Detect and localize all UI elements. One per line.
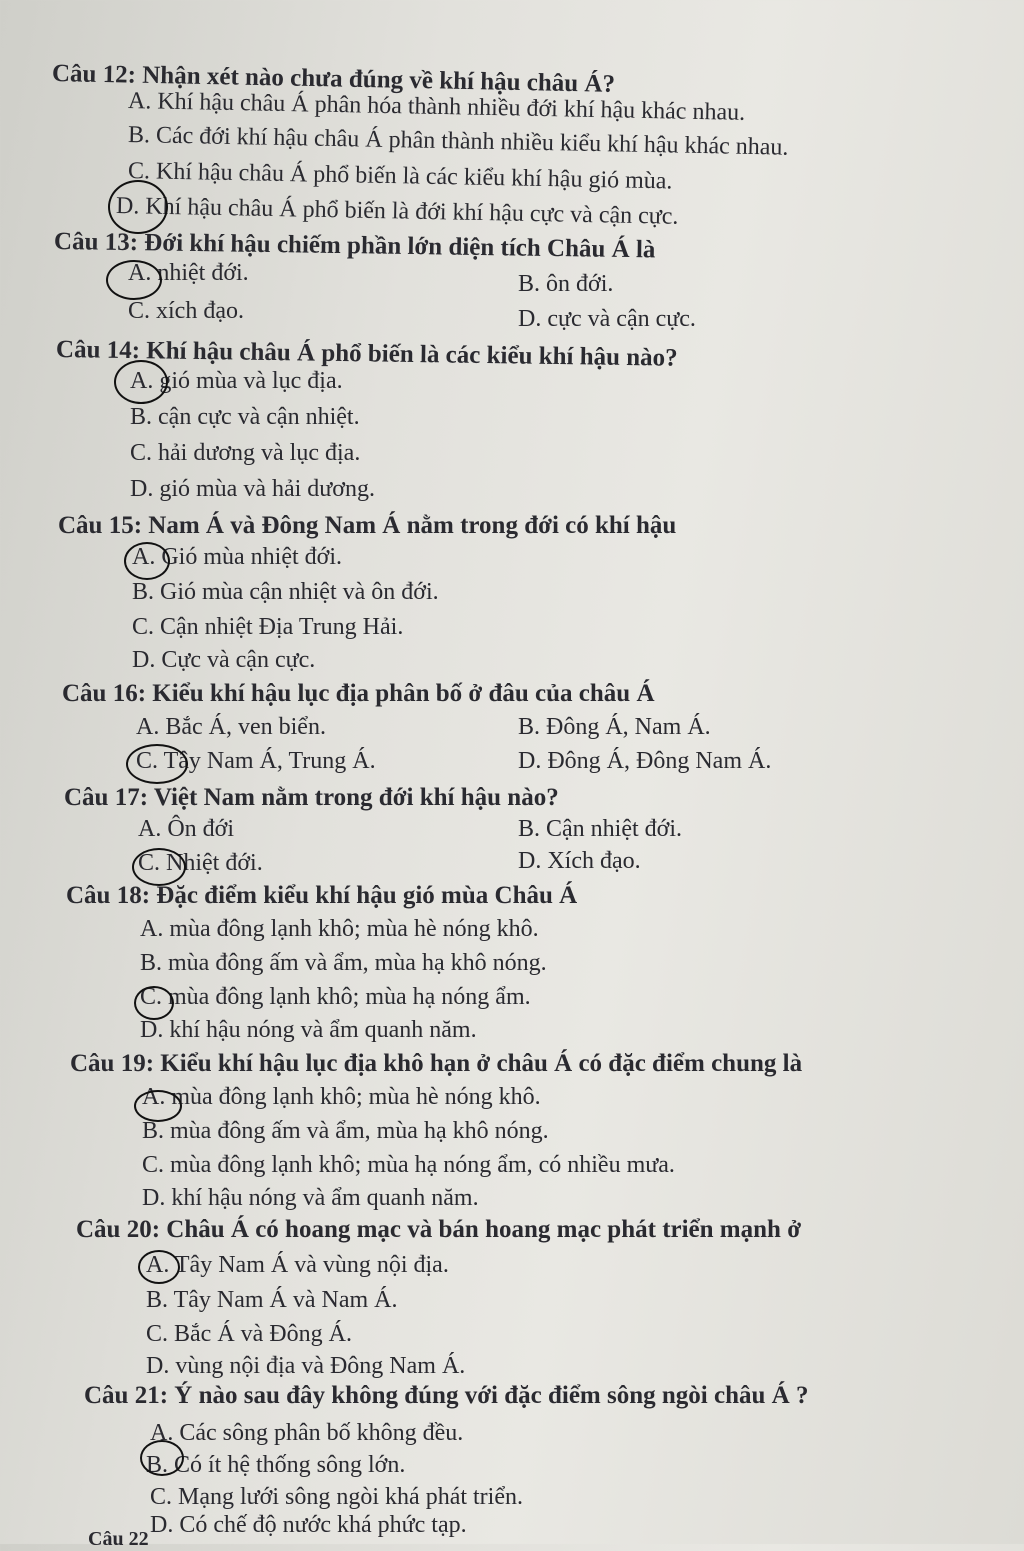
answer-option: C. mùa đông lạnh khô; mùa hạ nóng ẩm. xyxy=(140,984,531,1010)
question-title: Câu 21: Ý nào sau đây không đúng với đặc điểm sông ngòi châu Á ? xyxy=(84,1382,809,1409)
answer-option: B. ôn đới. xyxy=(518,271,614,297)
answer-option: A. Gió mùa nhiệt đới. xyxy=(132,544,342,570)
answer-option: A. mùa đông lạnh khô; mùa hè nóng khô. xyxy=(140,916,539,942)
answer-option: D. khí hậu nóng và ẩm quanh năm. xyxy=(140,1017,477,1043)
question-title: Câu 14: Khí hậu châu Á phổ biến là các kiểu khí hậu nào? xyxy=(55,336,678,372)
answer-option: A. Khí hậu châu Á phân hóa thành nhiều đới khí hậu khác nhau. xyxy=(127,88,746,126)
answer-option: A. Các sông phân bố không đều. xyxy=(150,1420,464,1446)
answer-option: C. hải dương và lục địa. xyxy=(130,440,361,466)
question-title: Câu 16: Kiểu khí hậu lục địa phân bố ở đâu của châu Á xyxy=(62,680,655,707)
answer-option: D. cực và cận cực. xyxy=(518,306,696,332)
answer-option: B. Có ít hệ thống sông lớn. xyxy=(146,1452,406,1478)
answer-option: B. Các đới khí hậu châu Á phân thành nhiều kiểu khí hậu khác nhau. xyxy=(127,122,789,161)
answer-option: A. mùa đông lạnh khô; mùa hè nóng khô. xyxy=(142,1084,541,1110)
answer-option: B. Đông Á, Nam Á. xyxy=(518,714,711,740)
answer-option: C. xích đạo. xyxy=(128,298,244,324)
answer-option: D. Có chế độ nước khá phức tạp. xyxy=(150,1512,467,1538)
question-title: Câu 20: Châu Á có hoang mạc và bán hoang mạc phát triển mạnh ở xyxy=(76,1216,802,1243)
answer-option: D. Đông Á, Đông Nam Á. xyxy=(518,748,772,774)
answer-option: D. Cực và cận cực. xyxy=(132,647,316,673)
answer-option: D. khí hậu nóng và ẩm quanh năm. xyxy=(142,1185,479,1211)
answer-option: C. mùa đông lạnh khô; mùa hạ nóng ẩm, có nhiều mưa. xyxy=(142,1152,675,1178)
answer-option: A. Ôn đới xyxy=(138,816,235,842)
question-title: Câu 13: Đới khí hậu chiếm phần lớn diện tích Châu Á là xyxy=(53,228,656,264)
question-title: Câu 17: Việt Nam nằm trong đới khí hậu nào? xyxy=(64,784,559,811)
answer-option: B. mùa đông ấm và ẩm, mùa hạ khô nóng. xyxy=(140,950,547,976)
answer-option: B. Tây Nam Á và Nam Á. xyxy=(146,1287,398,1313)
answer-option: C. Tây Nam Á, Trung Á. xyxy=(136,748,376,774)
cut-off-question-fragment: Câu 22 xyxy=(88,1528,149,1550)
answer-option: A. Tây Nam Á và vùng nội địa. xyxy=(146,1252,449,1278)
answer-option: D. gió mùa và hải dương. xyxy=(130,476,375,502)
question-title: Câu 12: Nhận xét nào chưa đúng về khí hậu châu Á? xyxy=(51,60,616,98)
question-title: Câu 15: Nam Á và Đông Nam Á nằm trong đới có khí hậu xyxy=(58,512,677,539)
answer-option: B. mùa đông ấm và ẩm, mùa hạ khô nóng. xyxy=(142,1118,549,1144)
answer-option: B. Cận nhiệt đới. xyxy=(518,816,683,842)
answer-option: B. Gió mùa cận nhiệt và ôn đới. xyxy=(132,579,439,605)
question-title: Câu 18: Đặc điểm kiểu khí hậu gió mùa Châu Á xyxy=(66,882,578,909)
answer-option: C. Nhiệt đới. xyxy=(138,850,263,876)
answer-option: D. vùng nội địa và Đông Nam Á. xyxy=(146,1353,466,1379)
answer-option: C. Cận nhiệt Địa Trung Hải. xyxy=(132,614,404,640)
answer-option: A. gió mùa và lục địa. xyxy=(130,368,343,394)
answer-option: A. nhiệt đới. xyxy=(128,260,249,286)
answer-option: D. Khí hậu châu Á phổ biến là đới khí hậu cực và cận cực. xyxy=(115,193,679,230)
answer-option: C. Khí hậu châu Á phổ biến là các kiểu khí hậu gió mùa. xyxy=(127,158,673,195)
answer-option: D. Xích đạo. xyxy=(518,848,641,874)
answer-option: B. cận cực và cận nhiệt. xyxy=(130,404,360,430)
answer-option: C. Mạng lưới sông ngòi khá phát triển. xyxy=(150,1484,523,1510)
question-title: Câu 19: Kiểu khí hậu lục địa khô hạn ở châu Á có đặc điểm chung là xyxy=(70,1050,803,1077)
answer-option: C. Bắc Á và Đông Á. xyxy=(146,1321,352,1347)
answer-option: A. Bắc Á, ven biển. xyxy=(136,714,326,740)
